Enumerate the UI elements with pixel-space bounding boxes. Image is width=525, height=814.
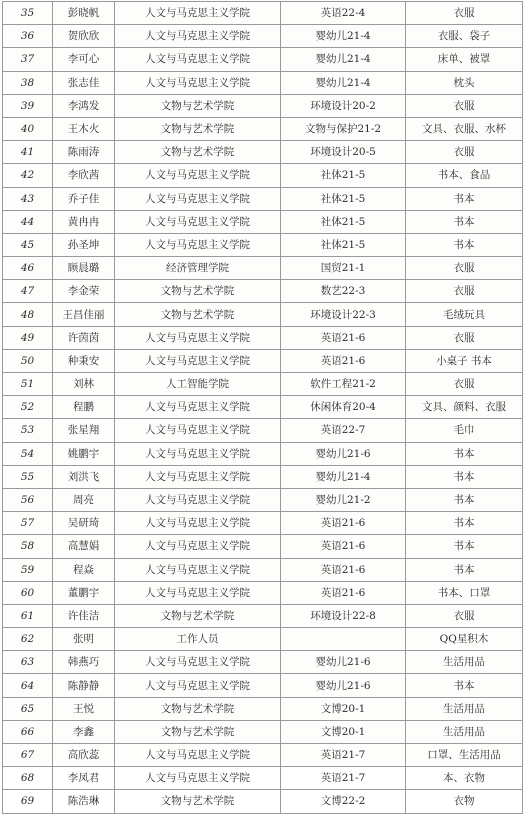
donated-items-cell: 毛绒玩具 <box>406 303 523 326</box>
name-cell: 张星翔 <box>53 419 115 442</box>
donated-items-cell: 书本 <box>406 674 523 697</box>
donated-items-cell: 小桌子 书本 <box>406 349 523 372</box>
class-cell: 数艺22-3 <box>281 280 406 303</box>
name-cell: 陈浩琳 <box>53 790 115 813</box>
college-cell: 文物与艺术学院 <box>115 117 281 140</box>
table-row <box>3 628 523 651</box>
class-cell: 婴幼儿21-6 <box>281 674 406 697</box>
donated-items-cell: 生活用品 <box>406 720 523 743</box>
row-number-cell: 60 <box>3 581 53 604</box>
college-cell: 文物与艺术学院 <box>115 94 281 117</box>
college-cell: 人文与马克思主义学院 <box>115 558 281 581</box>
class-cell: 英语21-6 <box>281 349 406 372</box>
row-number-cell: 69 <box>3 790 53 813</box>
name-cell: 韩燕巧 <box>53 651 115 674</box>
name-cell: 许佳洁 <box>53 604 115 627</box>
donated-items-cell: 衣服 <box>406 2 523 25</box>
class-cell: 环境设计22-3 <box>281 303 406 326</box>
class-cell: 环境设计20-2 <box>281 94 406 117</box>
table-row <box>3 790 523 813</box>
class-cell <box>281 628 406 651</box>
table-row <box>3 373 523 396</box>
table-row <box>3 442 523 465</box>
college-cell: 人文与马克思主义学院 <box>115 581 281 604</box>
donated-items-cell: 衣服 <box>406 326 523 349</box>
row-number-cell: 51 <box>3 373 53 396</box>
class-cell: 英语21-6 <box>281 512 406 535</box>
class-cell: 婴幼儿21-4 <box>281 71 406 94</box>
row-number-cell: 52 <box>3 396 53 419</box>
table-row <box>3 187 523 210</box>
college-cell: 人文与马克思主义学院 <box>115 396 281 419</box>
row-number-cell: 49 <box>3 326 53 349</box>
row-number-cell: 64 <box>3 674 53 697</box>
donated-items-cell: 书本、食品 <box>406 164 523 187</box>
table-row <box>3 48 523 71</box>
donated-items-cell: 书本 <box>406 535 523 558</box>
class-cell: 环境设计20-5 <box>281 141 406 164</box>
donated-items-cell: 文具、颜料、衣服 <box>406 396 523 419</box>
class-cell: 英语21-7 <box>281 744 406 767</box>
donated-items-cell: 衣服 <box>406 373 523 396</box>
college-cell: 人文与马克思主义学院 <box>115 535 281 558</box>
name-cell: 程鹏 <box>53 396 115 419</box>
table-row <box>3 303 523 326</box>
row-number-cell: 57 <box>3 512 53 535</box>
college-cell: 人文与马克思主义学院 <box>115 326 281 349</box>
donated-items-cell: 书本 <box>406 442 523 465</box>
class-cell: 婴幼儿21-6 <box>281 442 406 465</box>
name-cell: 李鸿发 <box>53 94 115 117</box>
name-cell: 周亮 <box>53 488 115 511</box>
class-cell: 婴幼儿21-4 <box>281 25 406 48</box>
table-row <box>3 117 523 140</box>
donated-items-cell: 书本 <box>406 210 523 233</box>
name-cell: 李可心 <box>53 48 115 71</box>
class-cell: 英语21-6 <box>281 581 406 604</box>
donated-items-cell: 书本、口罩 <box>406 581 523 604</box>
name-cell: 张明 <box>53 628 115 651</box>
table-row <box>3 280 523 303</box>
table-row <box>3 767 523 790</box>
table-row <box>3 164 523 187</box>
row-number-cell: 53 <box>3 419 53 442</box>
class-cell: 文博20-1 <box>281 697 406 720</box>
class-cell: 英语22-7 <box>281 419 406 442</box>
row-number-cell: 50 <box>3 349 53 372</box>
donated-items-cell: 衣服、袋子 <box>406 25 523 48</box>
name-cell: 李凤君 <box>53 767 115 790</box>
row-number-cell: 54 <box>3 442 53 465</box>
class-cell: 休闲体育20-4 <box>281 396 406 419</box>
college-cell: 人文与马克思主义学院 <box>115 164 281 187</box>
table-row <box>3 488 523 511</box>
row-number-cell: 61 <box>3 604 53 627</box>
college-cell: 文物与艺术学院 <box>115 604 281 627</box>
row-number-cell: 41 <box>3 141 53 164</box>
table-row <box>3 512 523 535</box>
name-cell: 顾晨璐 <box>53 257 115 280</box>
name-cell: 李欣茜 <box>53 164 115 187</box>
table-row <box>3 535 523 558</box>
class-cell: 英语22-4 <box>281 2 406 25</box>
name-cell: 王昌佳丽 <box>53 303 115 326</box>
table-row <box>3 720 523 743</box>
name-cell: 种秉安 <box>53 349 115 372</box>
donated-items-cell: 书本 <box>406 465 523 488</box>
donated-items-cell: 衣服 <box>406 94 523 117</box>
name-cell: 高欣蕊 <box>53 744 115 767</box>
name-cell: 高慧娟 <box>53 535 115 558</box>
class-cell: 社体21-5 <box>281 210 406 233</box>
table-row <box>3 604 523 627</box>
row-number-cell: 67 <box>3 744 53 767</box>
college-cell: 工作人员 <box>115 628 281 651</box>
table-row <box>3 744 523 767</box>
class-cell: 英语21-6 <box>281 326 406 349</box>
name-cell: 吴研琦 <box>53 512 115 535</box>
table-row <box>3 257 523 280</box>
college-cell: 人文与马克思主义学院 <box>115 48 281 71</box>
class-cell: 英语21-6 <box>281 535 406 558</box>
donated-items-cell: 枕头 <box>406 71 523 94</box>
college-cell: 人文与马克思主义学院 <box>115 465 281 488</box>
table-row <box>3 233 523 256</box>
college-cell: 文物与艺术学院 <box>115 697 281 720</box>
college-cell: 人文与马克思主义学院 <box>115 419 281 442</box>
name-cell: 陈雨涛 <box>53 141 115 164</box>
row-number-cell: 63 <box>3 651 53 674</box>
table-row <box>3 2 523 25</box>
row-number-cell: 68 <box>3 767 53 790</box>
table-row <box>3 697 523 720</box>
donated-items-cell: 书本 <box>406 558 523 581</box>
college-cell: 人文与马克思主义学院 <box>115 187 281 210</box>
name-cell: 许茵茵 <box>53 326 115 349</box>
donated-items-cell: 毛巾 <box>406 419 523 442</box>
college-cell: 人文与马克思主义学院 <box>115 767 281 790</box>
name-cell: 姚鹏宇 <box>53 442 115 465</box>
name-cell: 贺欣欣 <box>53 25 115 48</box>
donated-items-cell: 衣物 <box>406 790 523 813</box>
college-cell: 人文与马克思主义学院 <box>115 210 281 233</box>
college-cell: 人文与马克思主义学院 <box>115 512 281 535</box>
class-cell: 文博20-1 <box>281 720 406 743</box>
name-cell: 程焱 <box>53 558 115 581</box>
class-cell: 社体21-5 <box>281 187 406 210</box>
name-cell: 刘洪飞 <box>53 465 115 488</box>
class-cell: 文博22-2 <box>281 790 406 813</box>
name-cell: 黄冉冉 <box>53 210 115 233</box>
row-number-cell: 42 <box>3 164 53 187</box>
row-number-cell: 55 <box>3 465 53 488</box>
class-cell: 英语21-7 <box>281 767 406 790</box>
class-cell: 国贸21-1 <box>281 257 406 280</box>
class-cell: 婴幼儿21-6 <box>281 651 406 674</box>
class-cell: 环境设计22-8 <box>281 604 406 627</box>
donated-items-cell: 书本 <box>406 187 523 210</box>
college-cell: 人文与马克思主义学院 <box>115 349 281 372</box>
college-cell: 人文与马克思主义学院 <box>115 233 281 256</box>
donated-items-cell: 口罩、生活用品 <box>406 744 523 767</box>
table-row <box>3 581 523 604</box>
college-cell: 人工智能学院 <box>115 373 281 396</box>
college-cell: 人文与马克思主义学院 <box>115 488 281 511</box>
college-cell: 人文与马克思主义学院 <box>115 744 281 767</box>
college-cell: 文物与艺术学院 <box>115 720 281 743</box>
donation-table <box>2 1 523 814</box>
row-number-cell: 38 <box>3 71 53 94</box>
donated-items-cell: 衣服 <box>406 280 523 303</box>
row-number-cell: 59 <box>3 558 53 581</box>
class-cell: 社体21-5 <box>281 164 406 187</box>
row-number-cell: 43 <box>3 187 53 210</box>
donated-items-cell: 衣服 <box>406 141 523 164</box>
table-row <box>3 465 523 488</box>
table-row <box>3 349 523 372</box>
table-row <box>3 326 523 349</box>
college-cell: 人文与马克思主义学院 <box>115 2 281 25</box>
table-row <box>3 71 523 94</box>
donated-items-cell: 衣服 <box>406 257 523 280</box>
table-row <box>3 141 523 164</box>
name-cell: 李金荣 <box>53 280 115 303</box>
table-row <box>3 396 523 419</box>
row-number-cell: 44 <box>3 210 53 233</box>
row-number-cell: 56 <box>3 488 53 511</box>
college-cell: 人文与马克思主义学院 <box>115 442 281 465</box>
name-cell: 刘林 <box>53 373 115 396</box>
college-cell: 人文与马克思主义学院 <box>115 651 281 674</box>
donated-items-cell: 书本 <box>406 512 523 535</box>
class-cell: 婴幼儿21-4 <box>281 465 406 488</box>
row-number-cell: 36 <box>3 25 53 48</box>
name-cell: 陈静静 <box>53 674 115 697</box>
table-row <box>3 210 523 233</box>
name-cell: 董鹏宇 <box>53 581 115 604</box>
donated-items-cell: 文具、衣服、水杯 <box>406 117 523 140</box>
college-cell: 经济管理学院 <box>115 257 281 280</box>
donated-items-cell: 书本 <box>406 233 523 256</box>
name-cell: 李鑫 <box>53 720 115 743</box>
table-body <box>3 2 523 814</box>
row-number-cell: 48 <box>3 303 53 326</box>
name-cell: 王木火 <box>53 117 115 140</box>
name-cell: 彭晓帆 <box>53 2 115 25</box>
row-number-cell: 37 <box>3 48 53 71</box>
name-cell: 乔子佳 <box>53 187 115 210</box>
table-row <box>3 25 523 48</box>
row-number-cell: 62 <box>3 628 53 651</box>
table-row <box>3 558 523 581</box>
college-cell: 人文与马克思主义学院 <box>115 71 281 94</box>
class-cell: 文物与保护21-2 <box>281 117 406 140</box>
college-cell: 文物与艺术学院 <box>115 141 281 164</box>
college-cell: 文物与艺术学院 <box>115 790 281 813</box>
table-row <box>3 94 523 117</box>
row-number-cell: 45 <box>3 233 53 256</box>
row-number-cell: 40 <box>3 117 53 140</box>
name-cell: 王悦 <box>53 697 115 720</box>
college-cell: 文物与艺术学院 <box>115 280 281 303</box>
class-cell: 英语21-6 <box>281 558 406 581</box>
row-number-cell: 58 <box>3 535 53 558</box>
row-number-cell: 39 <box>3 94 53 117</box>
donated-items-cell: 床单、被罩 <box>406 48 523 71</box>
row-number-cell: 47 <box>3 280 53 303</box>
donated-items-cell: 本、衣物 <box>406 767 523 790</box>
college-cell: 人文与马克思主义学院 <box>115 674 281 697</box>
row-number-cell: 65 <box>3 697 53 720</box>
name-cell: 张志佳 <box>53 71 115 94</box>
class-cell: 社体21-5 <box>281 233 406 256</box>
donated-items-cell: 衣服 <box>406 604 523 627</box>
college-cell: 人文与马克思主义学院 <box>115 25 281 48</box>
donated-items-cell: 生活用品 <box>406 697 523 720</box>
table-row <box>3 419 523 442</box>
row-number-cell: 35 <box>3 2 53 25</box>
class-cell: 婴幼儿21-4 <box>281 48 406 71</box>
class-cell: 婴幼儿21-2 <box>281 488 406 511</box>
table-row <box>3 651 523 674</box>
donated-items-cell: 生活用品 <box>406 651 523 674</box>
name-cell: 孙圣坤 <box>53 233 115 256</box>
table-row <box>3 674 523 697</box>
row-number-cell: 66 <box>3 720 53 743</box>
class-cell: 软件工程21-2 <box>281 373 406 396</box>
donated-items-cell: 书本 <box>406 488 523 511</box>
row-number-cell: 46 <box>3 257 53 280</box>
college-cell: 文物与艺术学院 <box>115 303 281 326</box>
donated-items-cell: QQ星积木 <box>406 628 523 651</box>
